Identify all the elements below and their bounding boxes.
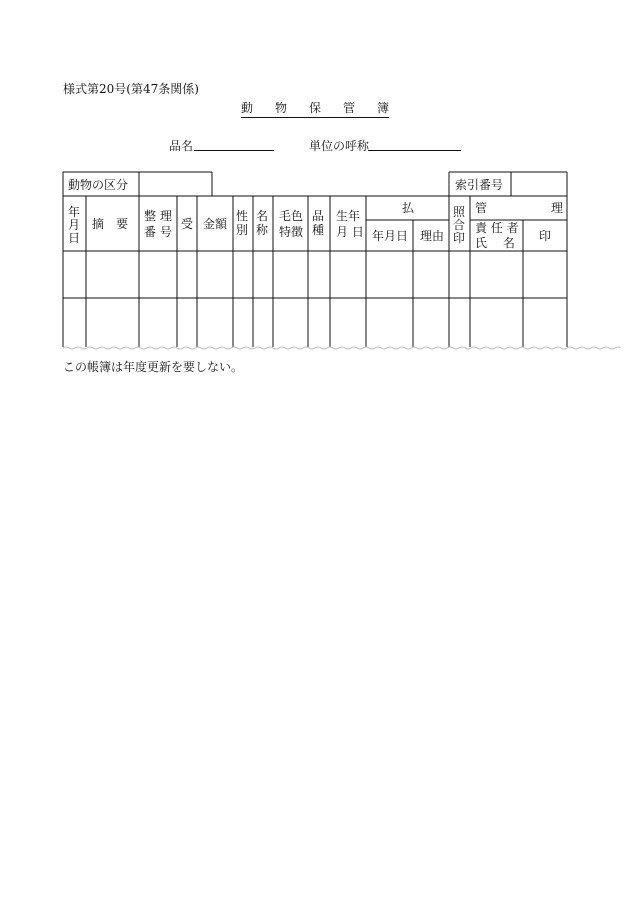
summary-header: 摘 要 [92,217,129,231]
seal-header: 印 [539,229,552,243]
coat-header-line2: 特徴 [279,225,304,239]
table-grid [63,172,567,347]
date-char-day: 日 [68,231,81,245]
date-char-month: 月 [68,218,81,232]
date-char-year: 年 [68,205,81,219]
footnote: この帳簿は年度更新を要しない。 [63,360,244,374]
form-reference: 様式第20号(第47条関係) [63,82,199,96]
title-char-3: 保 [308,101,321,115]
management-header-right: 理 [551,201,564,215]
responsible-header-line2: 氏 名 [475,236,515,250]
breed-header-line1: 品 [312,209,325,223]
name-header-line2: 称 [256,223,269,237]
verify-seal-char2: 合 [453,218,466,232]
responsible-header-line1: 責 任 者 [475,221,519,235]
title-char-1: 動 [241,101,254,115]
item-name-label: 品名 [169,139,194,153]
disposal-header: 払 [402,201,415,215]
breed-header-line2: 種 [312,223,325,237]
unit-name-label: 単位の呼称 [309,139,370,153]
management-header-left: 管 [475,201,488,215]
cut-edge [63,347,621,349]
birthdate-header-line2: 月 日 [336,225,364,239]
title-char-2: 物 [274,101,287,115]
animal-category-label: 動物の区分 [68,178,129,192]
title-char-5: 簿 [376,101,389,115]
title-char-4: 管 [342,101,355,115]
serial-header-line1: 整 理 [144,209,172,223]
received-header: 受 [181,217,194,231]
sex-header-line1: 性 [236,209,249,223]
sex-header-line2: 別 [236,223,249,237]
verify-seal-char3: 印 [453,231,466,245]
disposal-date-header: 年月日 [372,229,409,243]
amount-header: 金額 [203,217,228,231]
disposal-reason-header: 理由 [420,229,445,243]
name-header-line1: 名 [256,209,269,223]
coat-header-line1: 毛色 [279,209,304,223]
birthdate-header-line1: 生年 [336,209,361,223]
verify-seal-char1: 照 [453,205,466,219]
index-number-label: 索引番号 [455,178,504,192]
serial-header-line2: 番 号 [144,225,172,239]
